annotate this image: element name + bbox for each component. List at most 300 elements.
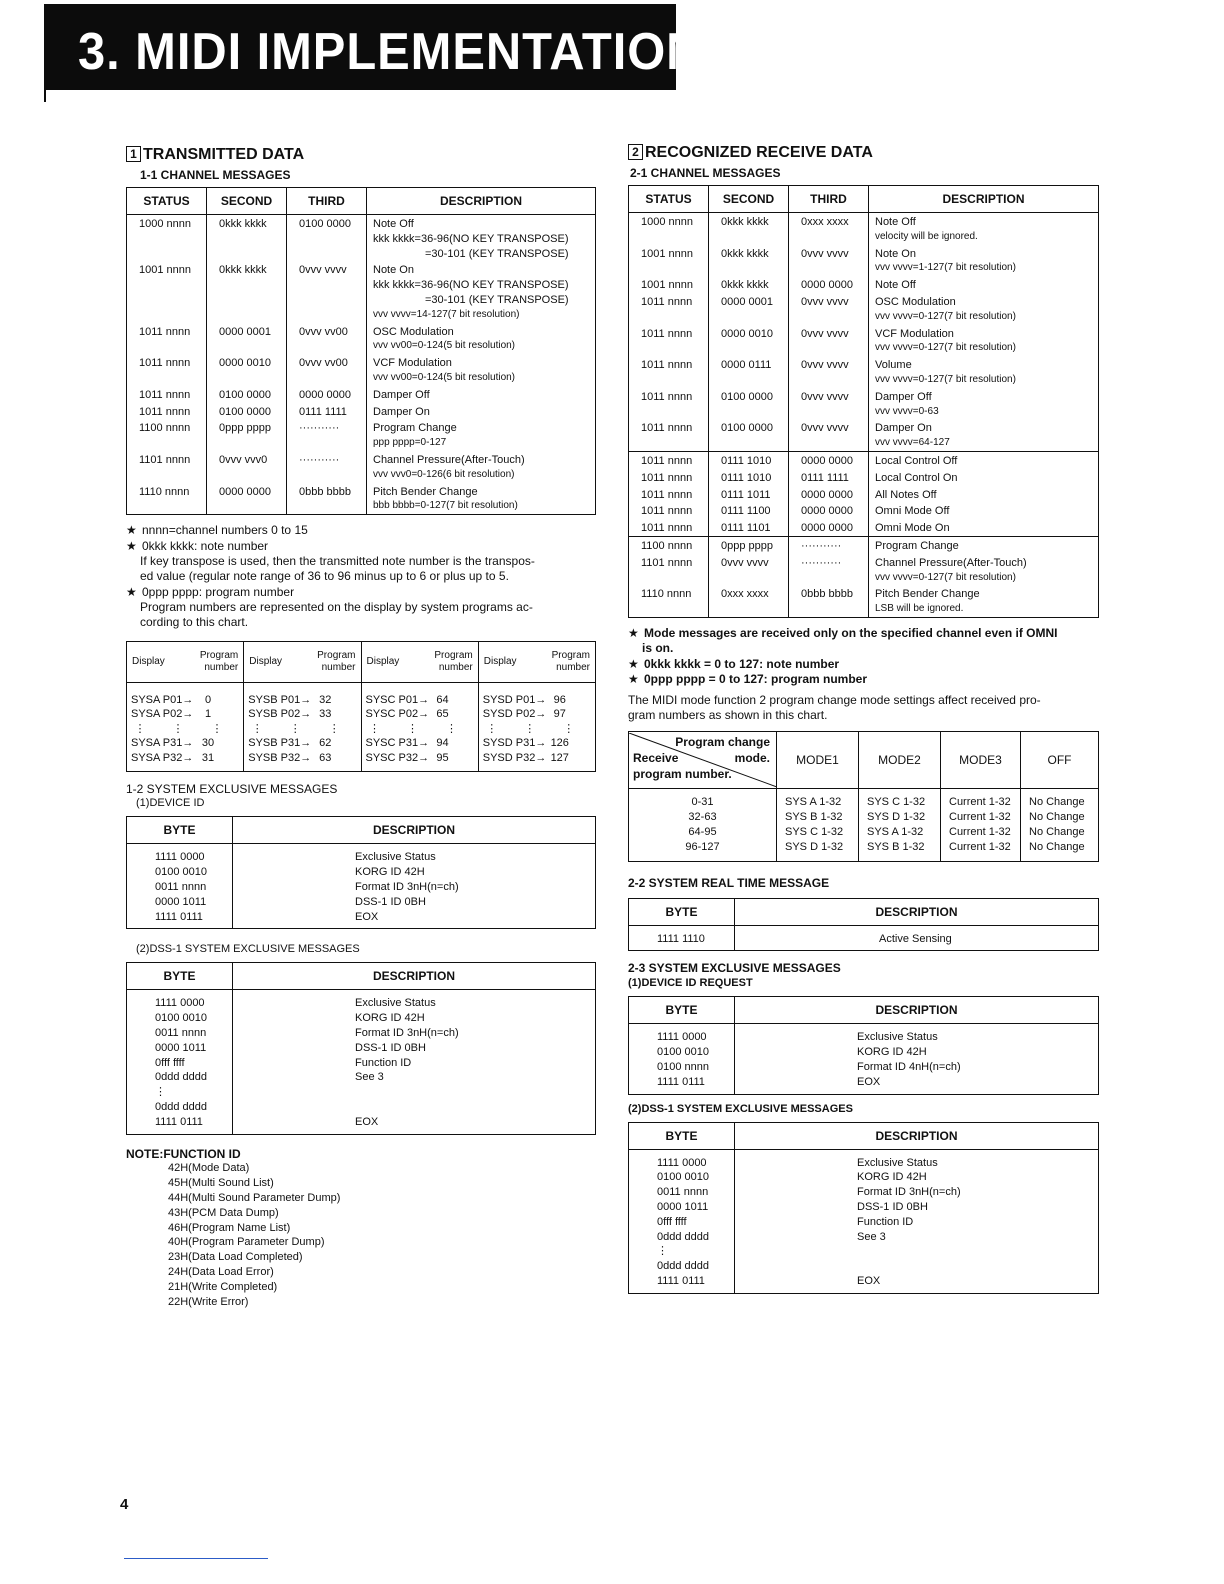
cell-line — [233, 1100, 595, 1115]
cell-line: 0vvv vvvv — [299, 264, 347, 277]
mode-header: MODE1 — [777, 732, 859, 789]
received-title: 2 RECOGNIZED RECEIVE DATA — [628, 144, 1099, 162]
cell-line: 1111 0000 — [155, 997, 205, 1010]
cell-line: =30-101 (KEY TRANSPOSE) — [425, 247, 569, 260]
cell-line: vvv vvv0=0-126(6 bit resolution) — [373, 468, 515, 480]
program-row: SYSB P01→ 32 — [248, 693, 332, 706]
tx-channel-subtitle: 1-1 CHANNEL MESSAGES — [140, 168, 291, 182]
mode-header: OFF — [1021, 732, 1099, 789]
note-line: ★ 0kkk kkkk = 0 to 127: note number — [628, 656, 840, 671]
cell-line: Local Control On — [875, 471, 958, 484]
rx-dss-sysex-table — [628, 1122, 1099, 1294]
program-row: SYSC P32→ 95 — [365, 751, 449, 764]
cell-line: Exclusive Status — [857, 1031, 938, 1044]
cell-line: 1011 nnnn — [641, 505, 693, 518]
transmitted-title: 1 TRANSMITTED DATA — [126, 146, 596, 164]
cell-line: 1111 0111 — [155, 910, 203, 923]
cell-line: 0ppp pppp — [721, 539, 773, 552]
program-row: ⋮ ⋮ ⋮ — [251, 722, 340, 735]
device-id-label: (1)DEVICE ID — [136, 797, 205, 810]
banner-tick — [44, 88, 46, 102]
cell-line: Omni Mode Off — [875, 505, 950, 518]
cell-line: 0100 nnnn — [657, 1061, 709, 1074]
device-id-request-table — [628, 996, 1099, 1094]
cell-line: 1101 nnnn — [139, 453, 191, 466]
realtime-subtitle: 2-2 SYSTEM REAL TIME MESSAGE — [628, 875, 830, 890]
cell-line: Note Off — [875, 279, 916, 292]
cell-line: Program Change — [875, 539, 959, 552]
col-header: DESCRIPTION — [735, 898, 1099, 925]
table-row — [629, 276, 1099, 293]
cell-line: 1101 nnnn — [641, 556, 693, 569]
cell-line: Pitch Bender Change — [373, 485, 478, 498]
cell-line: 0100 0010 — [657, 1046, 709, 1059]
cell-line: 1011 nnnn — [641, 422, 693, 435]
col-header: STATUS — [629, 186, 709, 213]
program-row: SYSB P32→ 63 — [248, 751, 332, 764]
function-id-note — [126, 1147, 596, 1310]
cell-line: LSB will be ignored. — [875, 603, 964, 615]
cell-line: Format ID 3nH(n=ch) — [355, 1026, 459, 1039]
col-header: BYTE — [127, 817, 233, 844]
cell-line: EOX — [857, 1275, 881, 1288]
cell-line: 0000 0010 — [219, 357, 271, 370]
cell-line: No Change — [1029, 826, 1085, 839]
cell-line: 0vvv vvvv — [801, 359, 849, 372]
rx-dss-label: (2)DSS-1 SYSTEM EXCLUSIVE MESSAGES — [628, 1102, 853, 1115]
cell-line: Damper Off — [373, 388, 430, 401]
mode-column — [777, 789, 859, 861]
cell-line: Current 1-32 — [949, 811, 1011, 824]
cell-line: ⋮ — [657, 1245, 668, 1258]
program-row: SYSD P31→ 126 — [482, 737, 569, 750]
cell-line: 1111 0000 — [155, 851, 205, 864]
mode-column — [859, 789, 941, 861]
cell-line — [735, 1259, 1098, 1274]
function-id-item: 21H(Write Completed) — [168, 1280, 278, 1293]
cell-line: 0011 nnnn — [657, 1186, 709, 1199]
cell-line: 1111 0000 — [657, 1031, 707, 1044]
cell-line: 1011 nnnn — [641, 390, 693, 403]
cell-line: KORG ID 42H — [355, 866, 425, 879]
cell-line: 0vvv vvvv — [801, 247, 849, 260]
cell-line: ··········· — [801, 556, 842, 569]
cell-line: 0vvv vvvv — [721, 556, 769, 569]
cell-line: 0111 1100 — [721, 505, 771, 518]
cell-line: 0100 0000 — [721, 422, 773, 435]
cell-line: 0xxx xxxx — [801, 216, 849, 228]
cell-line: 0000 1011 — [155, 895, 207, 908]
function-id-item: 45H(Multi Sound List) — [168, 1177, 274, 1190]
star-icon: ★ — [126, 523, 137, 538]
cell-line: 1001 nnnn — [641, 247, 693, 260]
col-header: DESCRIPTION — [869, 186, 1099, 213]
star-icon: ★ — [628, 656, 639, 671]
table-row — [127, 386, 596, 403]
cell-line: No Change — [1029, 840, 1085, 853]
tx-notes — [126, 523, 596, 631]
cell-line: vvv vvvv=0-127(7 bit resolution) — [875, 342, 1016, 354]
cell-line — [233, 1085, 595, 1100]
cell-line: 0ppp pppp — [219, 422, 271, 435]
cell-line: EOX — [857, 1075, 881, 1088]
cell-line: Note On — [875, 247, 916, 260]
star-icon: ★ — [126, 538, 137, 553]
cell-line: No Change — [1029, 811, 1085, 824]
tx-channel-table — [126, 187, 596, 515]
cell-line: 0000 0010 — [721, 327, 773, 340]
cell-line: 0100 0000 — [721, 390, 773, 403]
cell-line: Function ID — [355, 1056, 412, 1069]
cell-line: Function ID — [857, 1215, 914, 1228]
table-row — [629, 519, 1099, 536]
cell-line: 1111 1110 — [657, 932, 705, 945]
cell-line: velocity will be ignored. — [875, 230, 978, 242]
tx-sysex-title: 1-2 SYSTEM EXCLUSIVE MESSAGES — [126, 782, 338, 797]
cell-line: 1011 nnnn — [641, 295, 693, 308]
cell-line: VCF Modulation — [373, 357, 452, 370]
cell-line: 1011 nnnn — [139, 388, 191, 401]
cell-line: vvv vvvv=1-127(7 bit resolution) — [875, 262, 1016, 274]
note-line: If key transpose is used, then the transmitted note number is the transpos- — [140, 553, 535, 568]
program-row: SYSD P32→ 127 — [482, 751, 569, 764]
page-number: 4 — [120, 1496, 129, 1513]
cell-line: DSS-1 ID 0BH — [355, 1041, 426, 1054]
cell-line: 1011 nnnn — [641, 327, 693, 340]
cell-line: KORG ID 42H — [857, 1171, 927, 1184]
cell-line: SYS C 1-32 — [867, 796, 926, 809]
note-line: ★ nnnn=channel numbers 0 to 15 — [126, 523, 308, 538]
table-row — [127, 323, 596, 355]
function-id-item: 22H(Write Error) — [168, 1295, 249, 1308]
program-row: SYSA P32→ 31 — [131, 751, 215, 764]
section-number: 2 — [628, 144, 643, 160]
cell-line: SYS A 1-32 — [867, 826, 924, 839]
cell-line: 0xxx xxxx — [721, 588, 769, 601]
table-row — [127, 215, 596, 262]
section-number: 1 — [126, 146, 141, 162]
cell-line: Format ID 3nH(n=ch) — [857, 1186, 961, 1199]
cell-line: 0vvv vvvv — [801, 390, 849, 403]
table-row — [127, 354, 596, 386]
program-group — [361, 682, 478, 772]
cell-line: KORG ID 42H — [355, 1012, 425, 1025]
cell-line: Pitch Bender Change — [875, 588, 980, 601]
right-column — [628, 144, 1099, 1294]
realtime-table — [628, 898, 1099, 952]
col-header: THIRD — [789, 186, 869, 213]
col-header: BYTE — [629, 898, 735, 925]
cell-line: 0000 0000 — [801, 522, 853, 535]
cell-line: 1011 nnnn — [139, 405, 191, 418]
program-chart — [126, 641, 596, 773]
cell-line: Program Change — [373, 422, 457, 435]
cell-line: 0000 0000 — [219, 485, 271, 498]
cell-line: Note Off — [875, 216, 916, 228]
program-row: SYSC P02→ 65 — [365, 708, 449, 721]
cell-line: Channel Pressure(After-Touch) — [373, 453, 525, 466]
rx-channel-subtitle: 2-1 CHANNEL MESSAGES — [630, 166, 781, 180]
mode-table — [628, 731, 1099, 861]
mode-header: MODE2 — [859, 732, 941, 789]
program-row: SYSC P31→ 94 — [365, 737, 449, 750]
cell-line: Local Control Off — [875, 454, 958, 467]
cell-line: 0000 0000 — [801, 279, 853, 292]
col-header: BYTE — [629, 1122, 735, 1149]
program-row: ⋮ ⋮ ⋮ — [134, 722, 223, 735]
table-row — [629, 356, 1099, 388]
cell-line: 0100 0000 — [219, 388, 271, 401]
cell-line: SYS C 1-32 — [785, 826, 844, 839]
program-row: SYSD P01→ 96 — [482, 693, 566, 706]
function-id-item: 42H(Mode Data) — [168, 1162, 250, 1175]
table-row — [629, 925, 1099, 951]
table-row — [127, 844, 596, 929]
left-column — [126, 146, 596, 1309]
cell-line: 0000 0111 — [721, 359, 772, 372]
cell-line: 0111 1111 — [801, 471, 849, 484]
function-note-title: NOTE:FUNCTION ID — [126, 1146, 241, 1161]
cell-line: OSC Modulation — [875, 295, 956, 308]
table-row — [629, 293, 1099, 325]
cell-line: SYS B 1-32 — [785, 811, 843, 824]
table-row — [127, 451, 596, 483]
cell-line: Omni Mode On — [875, 522, 950, 535]
col-header: DESCRIPTION — [735, 1122, 1099, 1149]
cell-line: 1011 nnnn — [139, 325, 191, 338]
cell-line: All Notes Off — [875, 488, 937, 501]
para-line: The MIDI mode function 2 program change mode settings affect received pro- — [628, 693, 1041, 708]
cell-line: ⋮ — [155, 1086, 166, 1099]
cell-line: 0111 1011 — [721, 488, 771, 501]
tx-dss-sysex-table — [126, 962, 596, 1134]
cell-line: 0kkk kkkk — [219, 218, 267, 230]
star-icon: ★ — [126, 584, 137, 599]
cell-line: DSS-1 ID 0BH — [857, 1201, 928, 1214]
cell-line: vvv vv00=0-124(5 bit resolution) — [373, 371, 516, 383]
cell-line: 0bbb bbbb — [299, 485, 351, 498]
cell-line: 0000 0000 — [801, 505, 853, 518]
cell-line: 1011 nnnn — [641, 471, 693, 484]
program-row: ⋮ ⋮ ⋮ — [486, 722, 575, 735]
cell-line: 0000 1011 — [155, 1041, 207, 1054]
cell-line: 0vvv vvvv — [801, 422, 849, 435]
table-row — [629, 451, 1099, 468]
cell-line: kkk kkkk=36-96(NO KEY TRANSPOSE) — [373, 232, 569, 245]
cell-line: 0000 0000 — [801, 488, 853, 501]
mode-column — [629, 789, 777, 861]
cell-line: VCF Modulation — [875, 327, 954, 340]
cell-line: 1111 0111 — [657, 1275, 705, 1288]
cell-line: 1011 nnnn — [641, 454, 693, 467]
cell-line: Damper On — [373, 405, 430, 418]
col-header: SECOND — [207, 188, 287, 215]
program-row: SYSC P01→ 64 — [365, 693, 449, 706]
cell-line: 0000 0000 — [299, 388, 351, 401]
function-id-item: 24H(Data Load Error) — [168, 1265, 274, 1278]
note-line: ★ 0ppp pppp: program number — [126, 584, 295, 599]
page-title: 3. MIDI IMPLEMENTATION — [78, 23, 703, 81]
table-row — [629, 469, 1099, 486]
cell-line: 0111 1101 — [721, 522, 771, 535]
cell-line: 64-95 — [688, 826, 717, 839]
cell-line: 1111 0111 — [657, 1075, 705, 1088]
cell-line: 0100 0000 — [299, 218, 351, 230]
program-row: SYSA P02→ 1 — [131, 708, 212, 721]
cell-line: 1011 nnnn — [641, 359, 693, 372]
cell-line: Note On — [373, 264, 414, 277]
mode-column — [1021, 789, 1099, 861]
mode-corner-header: Program change Receive mode. program number. — [629, 732, 777, 789]
cell-line: ··········· — [299, 453, 340, 466]
cell-line: SYS D 1-32 — [785, 840, 844, 853]
cell-line: See 3 — [355, 1071, 384, 1084]
cell-line: 0111 1010 — [721, 471, 772, 484]
program-chart-header: Display Program number — [361, 641, 478, 682]
rx-channel-table — [628, 185, 1099, 618]
function-id-item: 44H(Multi Sound Parameter Dump) — [168, 1191, 341, 1204]
rx-sysex-title: 2-3 SYSTEM EXCLUSIVE MESSAGES — [628, 961, 841, 976]
cell-line: 32-63 — [688, 811, 717, 824]
function-id-item: 40H(Program Parameter Dump) — [168, 1236, 325, 1249]
cell-line: 0000 0000 — [801, 454, 853, 467]
cell-line: Damper Off — [875, 390, 932, 403]
col-header: BYTE — [127, 963, 233, 990]
cell-line: 0ddd dddd — [657, 1260, 709, 1273]
note-line: ★ 0kkk kkkk: note number — [126, 538, 269, 553]
cell-line: 0011 nnnn — [155, 880, 207, 893]
cell-line: 0vvv vvv0 — [219, 453, 268, 466]
cell-line: 0111 1111 — [299, 405, 347, 418]
tx-dss-label: (2)DSS-1 SYSTEM EXCLUSIVE MESSAGES — [136, 943, 360, 956]
note-line: ★ Mode messages are received only on the specified channel even if OMNI — [628, 625, 1058, 640]
cell-line: vvv vvvv=0-127(7 bit resolution) — [875, 310, 1016, 322]
cell-line: 1011 nnnn — [641, 522, 693, 535]
table-row — [629, 388, 1099, 420]
cell-line: 0111 1010 — [721, 454, 772, 467]
col-header: DESCRIPTION — [735, 997, 1099, 1024]
cell-line: 0ddd dddd — [155, 1100, 207, 1113]
cell-line: SYS A 1-32 — [785, 796, 842, 809]
star-icon: ★ — [628, 625, 639, 640]
cell-line: KORG ID 42H — [857, 1046, 927, 1059]
cell-line: vvv vvvv=0-127(7 bit resolution) — [875, 571, 1016, 583]
cell-line: No Change — [1029, 796, 1085, 809]
cell-line: 0vvv vvvv — [801, 327, 849, 340]
rx-notes — [628, 626, 1099, 688]
program-row: SYSB P02→ 33 — [248, 708, 332, 721]
table-row — [629, 536, 1099, 553]
cell-line: OSC Modulation — [373, 325, 454, 338]
table-row — [629, 1149, 1099, 1293]
cell-line: See 3 — [857, 1230, 886, 1243]
program-chart-header: Display Program number — [127, 641, 244, 682]
cell-line: Note Off — [373, 218, 414, 230]
note-line: cording to this chart. — [140, 615, 249, 630]
program-row: SYSB P31→ 62 — [248, 737, 332, 750]
cell-line: 1000 nnnn — [139, 218, 191, 230]
cell-line: 1110 nnnn — [641, 588, 692, 601]
col-header: DESCRIPTION — [367, 188, 596, 215]
cell-line: 0011 nnnn — [155, 1026, 207, 1039]
program-chart-header: Display Program number — [244, 641, 361, 682]
cell-line: 0ddd dddd — [657, 1230, 709, 1243]
cell-line: vvv vv00=0-124(5 bit resolution) — [373, 340, 516, 352]
cell-line: Current 1-32 — [949, 796, 1011, 809]
cell-line: 0vvv vv00 — [299, 325, 348, 338]
cell-line: Volume — [875, 359, 912, 372]
cell-line: vvv vvvv=0-127(7 bit resolution) — [875, 373, 1016, 385]
function-id-item: 43H(PCM Data Dump) — [168, 1206, 279, 1219]
cell-line: kkk kkkk=36-96(NO KEY TRANSPOSE) — [373, 279, 569, 292]
cell-line: Active Sensing — [879, 932, 952, 945]
program-group — [127, 682, 244, 772]
cell-line: 1001 nnnn — [139, 264, 191, 277]
table-row — [127, 261, 596, 322]
cell-line: 0kkk kkkk — [721, 247, 769, 260]
cell-line: 1100 nnnn — [139, 422, 191, 435]
note-line: is on. — [642, 641, 674, 656]
cell-line: =30-101 (KEY TRANSPOSE) — [425, 293, 569, 306]
cell-line: 0100 0000 — [219, 405, 271, 418]
program-row: SYSA P01→ 0 — [131, 693, 212, 706]
footer-rule — [124, 1558, 268, 1559]
cell-line: Channel Pressure(After-Touch) — [875, 556, 1027, 569]
table-row — [629, 245, 1099, 277]
note-line: ★ 0ppp pppp = 0 to 127: program number — [628, 672, 868, 687]
col-header: SECOND — [709, 186, 789, 213]
para-line: gram numbers as shown in this chart. — [628, 708, 828, 723]
cell-line: 0100 0010 — [155, 866, 207, 879]
program-chart-header: Display Program number — [478, 641, 595, 682]
cell-line: 1111 0111 — [155, 1115, 203, 1128]
cell-line: 0000 0001 — [721, 295, 773, 308]
table-row — [127, 419, 596, 451]
col-header: DESCRIPTION — [233, 963, 596, 990]
table-row — [127, 990, 596, 1134]
cell-line: ··········· — [299, 422, 340, 435]
cell-line: 1011 nnnn — [641, 488, 693, 501]
cell-line: Exclusive Status — [355, 997, 436, 1010]
cell-line: Exclusive Status — [355, 851, 436, 864]
cell-line: EOX — [355, 910, 379, 923]
cell-line: Current 1-32 — [949, 826, 1011, 839]
cell-line: 1100 nnnn — [641, 539, 693, 552]
cell-line: Format ID 4nH(n=ch) — [857, 1061, 961, 1074]
cell-line: 0000 1011 — [657, 1201, 709, 1214]
cell-line: 0ddd dddd — [155, 1071, 207, 1084]
note-line: ed value (regular note range of 36 to 96 minus up to 6 or plus up to 5. — [140, 569, 509, 584]
table-row — [127, 403, 596, 420]
col-header: DESCRIPTION — [233, 817, 596, 844]
program-group — [478, 682, 595, 772]
device-id-table — [126, 816, 596, 929]
star-icon: ★ — [628, 672, 639, 687]
cell-line: Exclusive Status — [857, 1156, 938, 1169]
col-header: BYTE — [629, 997, 735, 1024]
device-id-req-label: (1)DEVICE ID REQUEST — [628, 977, 753, 990]
cell-line: vvv vvvv=64-127 — [875, 437, 950, 449]
cell-line: 0fff ffff — [155, 1056, 185, 1069]
table-row — [629, 419, 1099, 451]
mode-column — [941, 789, 1021, 861]
col-header: THIRD — [287, 188, 367, 215]
note-line: Program numbers are represented on the display by system programs ac- — [140, 600, 533, 615]
table-row — [629, 1024, 1099, 1094]
cell-line: 0100 0010 — [657, 1171, 709, 1184]
table-row — [629, 585, 1099, 617]
cell-line: bbb bbbb=0-127(7 bit resolution) — [373, 500, 518, 512]
